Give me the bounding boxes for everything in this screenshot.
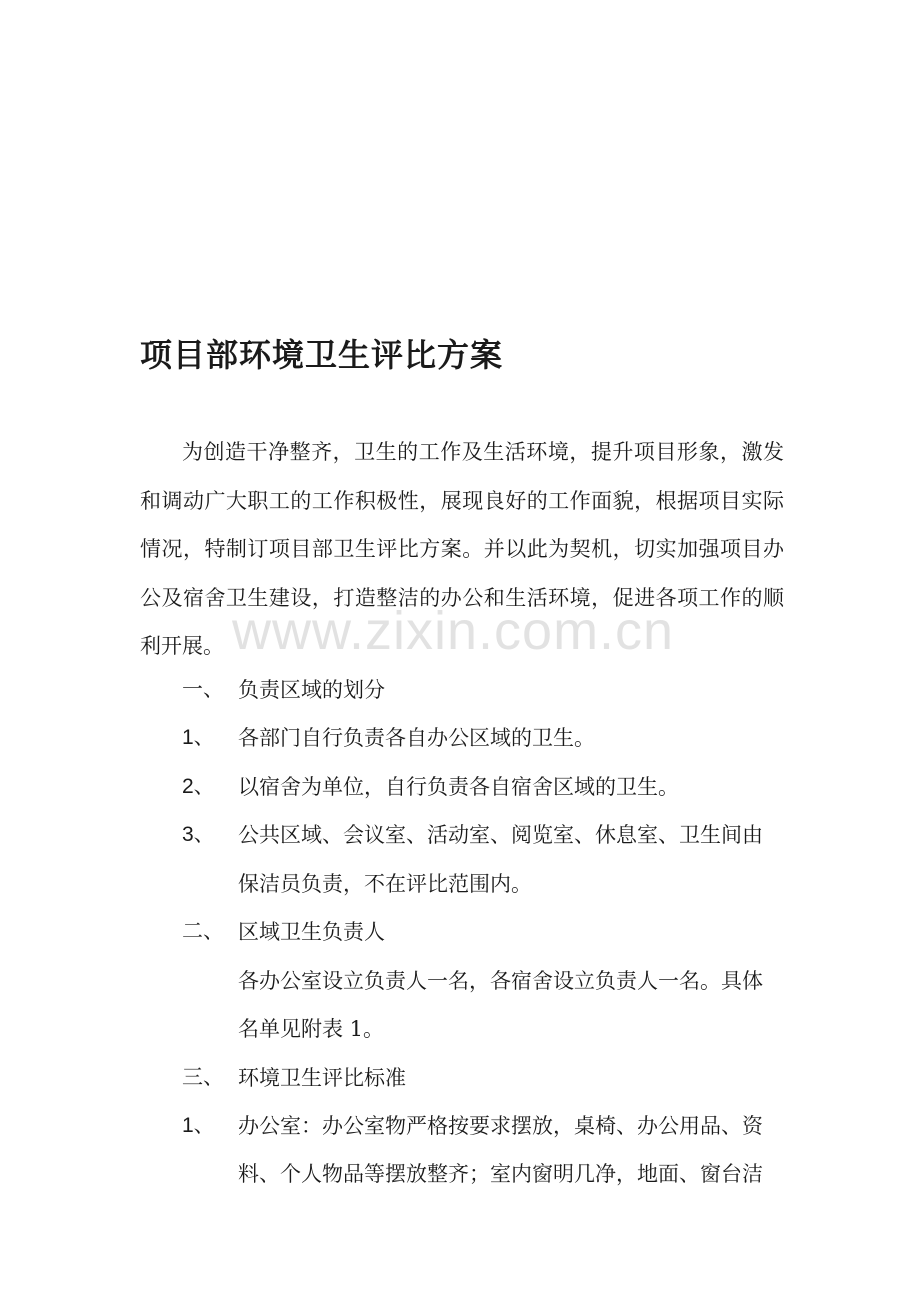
intro-paragraph: 为创造干净整齐，卫生的工作及生活环境，提升项目形象，激发和调动广大职工的工作积极性，展现良好的工作面貌，根据项目实际情况，特制订项目部卫生评比方案。并以此为契机，切实加强项目办公及宿舍卫生建设，打造整洁的办公和生活环境，促进各项工作的顺利开展。 [140, 440, 784, 658]
item-number: 2、 [182, 775, 215, 798]
item-number: 3、 [182, 823, 215, 846]
section-3-heading: 环境卫生评比标准 [238, 1066, 406, 1090]
document-title: 项目部环境卫生评比方案 [140, 336, 504, 374]
item-text-continued: 保洁员负责，不在评比范围内。 [238, 872, 532, 896]
item-text: 各部门自行负责各自办公区域的卫生。 [238, 726, 595, 750]
item-number: 1、 [182, 726, 215, 749]
section-1-heading: 负责区域的划分 [238, 678, 385, 702]
item-text: 公共区域、会议室、活动室、阅览室、休息室、卫生间由 [238, 823, 763, 847]
section-2-body-text: 各办公室设立负责人一名，各宿舍设立负责人一名。具体 [238, 969, 763, 993]
section-2-number: 二、 [182, 920, 224, 943]
section-1-number: 一、 [182, 678, 224, 701]
section-3-number: 三、 [182, 1066, 224, 1089]
section-2-heading: 区域卫生负责人 [238, 920, 385, 944]
item-text: 以宿舍为单位，自行负责各自宿舍区域的卫生。 [238, 775, 679, 799]
item-number: 1、 [182, 1114, 215, 1137]
site-watermark: www.zixin.com.cn [232, 601, 675, 661]
section-2-body-text: 名单见附表 1。 [238, 1017, 385, 1041]
item-text-continued: 料、个人物品等摆放整齐；室内窗明几净，地面、窗台洁 [238, 1162, 763, 1186]
item-text: 办公室：办公室物严格按要求摆放，桌椅、办公用品、资 [238, 1114, 763, 1138]
